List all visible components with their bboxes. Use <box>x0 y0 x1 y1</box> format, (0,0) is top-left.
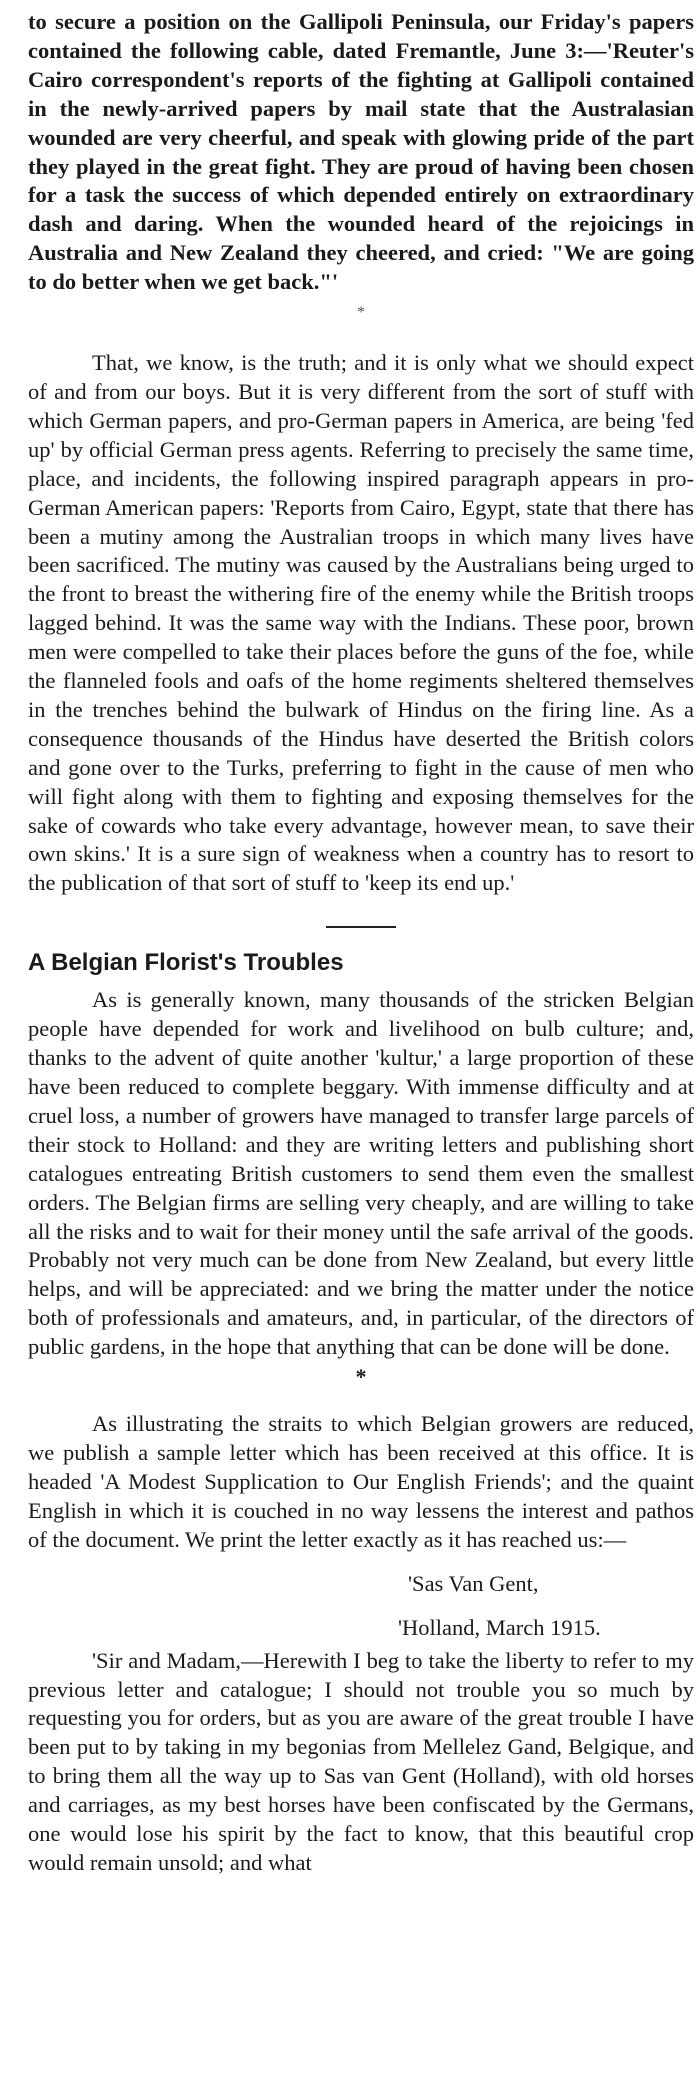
letter-date: 'Holland, March 1915. <box>398 1614 601 1640</box>
article-divider-rule <box>326 926 396 928</box>
paragraph-german-propaganda: That, we know, is the truth; and it is only what we should expect of and from our boys. But it is very different from the sort of stuff with which German papers, and pro-German papers in America, are being 'fed up' by official German press agents. Referring to precisely the same time, place, and incidents, the following inspired paragraph appears in pro-German American papers: 'Reports from Cairo, Egypt, state that there has been a mutiny among the Australian troops in which many lives have been sacrificed. The mutiny was caused by the Australians being urged to the front to breast the withering fire of the enemy while the British troops lagged behind. It was the same way with the Indians. These poor, brown men were compelled to take their places before the guns of the foe, while the flanneled fools and oafs of the home regiments sheltered themselves in the trenches behind the bulwark of Hindus on the firing line. As a consequence thousands of the Hindus have deserted the British colors and gone over to the Turks, preferring to fight in the cause of men who will fight along with them to fighting and exposing themselves for the sake of cowards who take every advantage, however mean, to save their own skins.' It is a sure sign of weakness when a country has to resort to the publication of that sort of stuff to 'keep its end up.' <box>28 350 694 896</box>
paragraph-letter-body: 'Sir and Madam,—Herewith I beg to take the liberty to refer to my previous letter and catalogue; I should not trouble you so much by requesting you for orders, but as you are aware of the great trouble I have been put to by taking in my begonias from Mellelez Gand, Belgique, and to bring them all the way up to Sas van Gent (Holland), with old horses and carriages, as my best horses have been confiscated by the Germans, one would lose his spirit by the fact to know, that this beautiful crop would remain unsold; and what <box>28 1647 694 1875</box>
section-separator-bold: * <box>355 1364 367 1390</box>
paragraph-opening-cable: to secure a position on the Gallipoli Peninsula, our Friday's papers contained the following cable, dated Fremantle, June 3:—'Reuter's Cairo correspondent's reports of the fighting at Gallipoli contained in the newly-arrived papers by mail state that the Australasian wounded are very cheerful, and speak with glowing pride of the part they played in the great fight. They are proud of having been chosen for a task the success of which depended entirely on extraordinary dash and daring. When the wounded heard of the rejoicings in Australia and New Zealand they cheered, and cried: "We are going to do better when we get back."' <box>28 9 694 295</box>
article-heading: A Belgian Florist's Troubles <box>28 949 344 977</box>
paragraph-belgian-growers: As is generally known, many thousands of the stricken Belgian people have depended for work and livelihood on bulb culture; and, thanks to the advent of quite another 'kultur,' a large proportion of these have been reduced to complete beggary. With immense difficulty and at cruel loss, a number of growers have managed to transfer large parcels of their stock to Holland: and they are writing letters and publishing short catalogues entreating British customers to send them even the smallest orders. The Belgian firms are selling very cheaply, and are willing to take all the risks and to wait for their money until the safe arrival of the goods. Probably not very much can be done from New Zealand, but every little helps, and will be appreciated: and we bring the matter under the notice both of professionals and amateurs, and, in particular, of the directors of public gardens, in the hope that anything that can be done will be done. <box>28 987 694 1360</box>
letter-place: 'Sas Van Gent, <box>408 1570 539 1596</box>
paragraph-sample-letter-intro: As illustrating the straits to which Belgian growers are reduced, we publish a sample letter which has been received at this office. It is headed 'A Modest Supplication to Our English Friends'; and the quaint English in which it is couched in no way lessens the interest and pathos of the document. We print the letter exactly as it has reached us:— <box>28 1411 694 1552</box>
section-separator: * <box>357 304 365 322</box>
